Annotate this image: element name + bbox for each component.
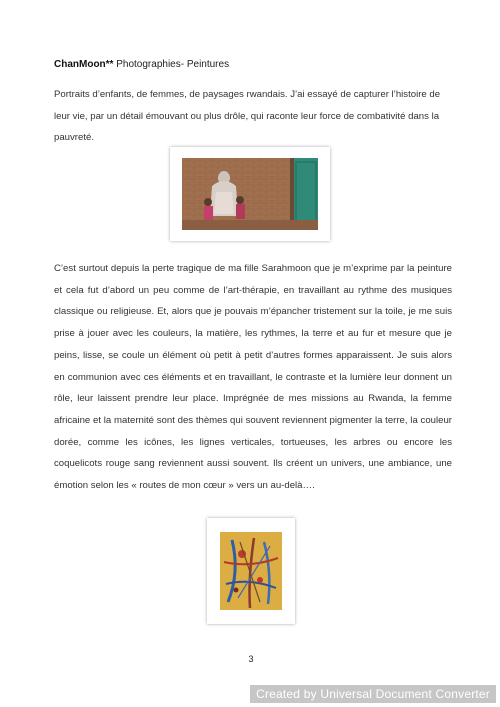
intro-paragraph: Portraits d’enfants, de femmes, de paysages rwandais. J’ai essayé de capturer l’histoire de leur vie, par un détail émouvant ou plus drôle, qui raconte leur force de combativité dans la pauvreté. (54, 89, 441, 143)
page-number: 3 (248, 654, 254, 664)
brand-name: ChanMoon** (54, 59, 114, 70)
title-subtitle: Photographies- Peintures (113, 59, 230, 70)
document-title (54, 58, 454, 72)
painting-figure (207, 518, 295, 624)
painting-icon (220, 532, 282, 610)
photo-icon (182, 158, 318, 230)
watermark-banner: Created by Universal Document Converter (250, 685, 496, 703)
body-paragraph: C’est surtout depuis la perte tragique de ma fille Sarahmoon que je m’exprime par la peinture et cela fut d’abord un peu comme de l’art-thérapie, en travaillant au rythme des musiques classique ou religieuse. Et, alors que je pouvais m’épancher tristement sur la toile, je me suis prise à jouer avec les couleurs, la matière, les rythmes, la terre et au fur et mesure que je peins, lisse, se coule un élément où petit à petit d’autres formes apparaissent. Je suis alors en communion avec ces éléments et en travaillant, le contraste et la lumière leur donnent un rôle, leur laissent prendre leur place. Imprégnée de mes missions au Rwanda, la femme africaine et la maternité sont des thèmes qui souvent reviennent pigmenter la terre, la couleur dorée, comme les icônes, les lignes verticales, tortueuses, les arbres ou encore les coquelicots rouge sang reviennent aussi souvent. Ils créent un univers, une ambiance, une émotion selon les « routes de mon cœur » vers un au-delà…. (54, 263, 452, 492)
photo-figure (170, 147, 330, 241)
